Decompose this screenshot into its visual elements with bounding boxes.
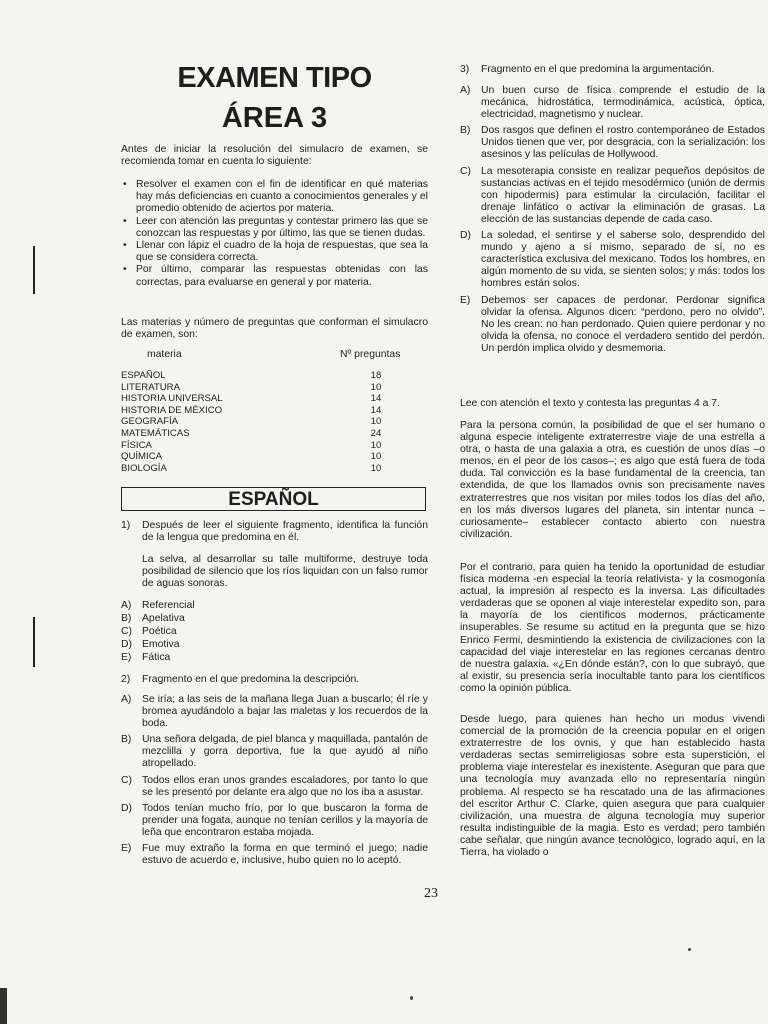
question-1-options xyxy=(121,600,428,664)
question-number: 2) xyxy=(121,674,131,685)
list-item-text: Resolver el examen con el fin de identificar en qué materias hay más deficiencias en cuanto a conocimientos generales y el promedio obtenido de aciertos por materia. xyxy=(136,179,428,215)
table-row xyxy=(121,382,428,394)
option-c[interactable] xyxy=(121,775,428,799)
option-text: Se iría; a las seis de la mañana llega Juan a buscarlo; él ríe y bromea ayudándolo a bajar las maletas y los recuerdos de la boda. xyxy=(142,694,428,730)
option-text: Un buen curso de física comprende el estudio de la mecánica, hidrostática, termodinámica, acústica, óptica, electricidad, magnetismo y nuclear. xyxy=(481,85,765,121)
scan-speck xyxy=(410,996,413,1000)
subject-name: MATEMÁTICAS xyxy=(121,427,190,439)
option-text: Una señora delgada, de piel blanca y maquillada, pantalón de mezclilla y gorra deportiva, fue la que ayudó al niño atropellado. xyxy=(142,734,428,770)
option-letter: E) xyxy=(121,651,132,663)
option-e[interactable] xyxy=(121,652,428,665)
page-number: 23 xyxy=(424,886,438,901)
scan-edge-mark xyxy=(0,988,7,1024)
list-item xyxy=(121,179,428,216)
subject-name: GEOGRAFÍA xyxy=(121,416,179,428)
list-item xyxy=(121,240,428,264)
binding-mark xyxy=(33,617,35,667)
question-count: 10 xyxy=(370,439,382,451)
column-header-materia: materia xyxy=(147,349,182,360)
question-3-options xyxy=(460,85,765,355)
subject-name: ESPAÑOL xyxy=(121,370,166,381)
question-count: 14 xyxy=(370,393,382,405)
intro-text: Antes de iniciar la resolución del simulacro de examen, se recomienda tomar en cuenta lo siguiente: xyxy=(121,144,428,168)
table-row xyxy=(121,405,428,417)
reading-paragraph-3: Desde luego, para quienes han hecho un modus vivendi comercial de la promoción de la creencia popular en el origen extraterrestre de los ovnis, y que han establecido hasta verdaderas sectas semirreligiosas sobre esta superstición, el problema viaje interestelar es inexistente. Aseguran que para que una tecnología muy avanzada ello no representaría ningún problema. Al respecto se ha rescatado una de las afirmaciones del escritor Arthur C. Clarke, quien asegura que para cualquier civilización, una muestra de alguna tecnología muy superior resulta indistinguible de la magia. Esto es verdad; pero también cabe señalar, que ningún avance tecnológico, logrado aquí, en la Tierra, ha violado o xyxy=(460,714,765,859)
question-count: 18 xyxy=(370,370,382,381)
question-2 xyxy=(121,674,428,686)
option-letter: D) xyxy=(460,230,471,242)
subject-name: FÍSICA xyxy=(121,439,152,451)
option-d[interactable] xyxy=(460,230,765,290)
question-number: 1) xyxy=(121,520,131,531)
table-row xyxy=(121,416,428,428)
question-count: 24 xyxy=(370,427,382,439)
list-item-text: Llenar con lápiz el cuadro de la hoja de respuestas, que sea la que se considera correcta. xyxy=(136,240,428,264)
subject-name: QUÍMICA xyxy=(121,451,163,463)
column-header-preguntas: Nº preguntas xyxy=(340,349,401,360)
option-b[interactable] xyxy=(460,125,765,161)
option-text: Fática xyxy=(142,651,171,663)
question-3 xyxy=(460,64,765,76)
option-c[interactable] xyxy=(121,626,428,639)
option-letter: C) xyxy=(460,165,471,177)
binding-mark xyxy=(33,246,35,294)
exam-title: EXAMEN TIPO xyxy=(177,62,372,94)
option-text: Poética xyxy=(142,625,177,637)
reading-instruction: Lee con atención el texto y contesta las preguntas 4 a 7. xyxy=(460,398,720,409)
list-item-text: Por último, comparar las respuestas obtenidas con las correctas, para evaluarse en general y por materia. xyxy=(136,264,428,288)
option-letter: D) xyxy=(121,802,132,814)
option-a[interactable] xyxy=(460,85,765,121)
option-letter: C) xyxy=(121,774,132,786)
option-e[interactable] xyxy=(460,295,765,355)
table-row xyxy=(121,463,428,475)
area-title: ÁREA 3 xyxy=(221,102,328,134)
subject-name: LITERATURA xyxy=(121,381,180,393)
option-letter: E) xyxy=(460,294,471,306)
bullet-mark: • xyxy=(123,240,127,252)
question-1-fragment: La selva, al desarrollar su talle multiforme, destruye toda posibilidad de silencio que los ríos liquidan con un falso rumor de aguas sonoras. xyxy=(142,554,428,590)
option-letter: D) xyxy=(121,638,132,650)
option-letter: A) xyxy=(460,85,471,96)
option-b[interactable] xyxy=(121,613,428,626)
question-text: Fragmento en el que predomina la descripción. xyxy=(142,674,360,685)
list-item xyxy=(121,264,428,288)
option-a[interactable] xyxy=(121,600,428,613)
reading-paragraph-2: Por el contrario, para quien ha tenido la oportunidad de estudiar física moderna -en especial la teoría relativista- y la cosmogonía actual, la impresión al respecto es la inversa. Las dificultades verdaderas que se oponen al viaje interestelar expedito son, para la mayoría de los científicos modernos, prácticamente insuperables. Se resume su actitud en la pregunta que se hizo Enrico Fermi, desmintiendo la existencia de civilizaciones con la capacidad del viaje interestelar en las regiones cercanas dentro de nuestra galaxia. «¿En dónde están?, con lo que subrayó, que al existir, su presencia sería inocultable tanto para los científicos como la opinión pública. xyxy=(460,562,765,694)
list-item xyxy=(121,216,428,240)
question-number: 3) xyxy=(460,64,470,75)
option-text: La mesoterapia consiste en realizar pequeños depósitos de sustancias activas en el tejido mesodérmico (unión de dermis con hipodermis) para estimular la circulación, facilitar el drenaje linfático o activar la eliminación de grasas. La elección de las sustancias depende de cada caso. xyxy=(481,165,765,225)
bullet-mark: • xyxy=(123,215,127,227)
option-letter: B) xyxy=(121,734,132,746)
table-row xyxy=(121,440,428,452)
option-text: Todos ellos eran unos grandes escaladores, por tanto lo que se les presentó por delante era algo que no los iba a asustar. xyxy=(142,774,428,798)
option-letter: A) xyxy=(121,694,132,705)
option-letter: C) xyxy=(121,625,132,637)
question-1 xyxy=(121,520,428,544)
recommendations-list xyxy=(121,179,428,289)
option-text: La soledad, el sentirse y el saberse solo, desprendido del mundo y ajeno a sí mismo, separado de sí, no es característica exclusiva del mexicano. Todos los hombres, en algún momento de su vida, se sienten solos; y más: todos los hombres están solos. xyxy=(481,230,765,290)
option-text: Apelativa xyxy=(142,612,185,624)
question-count: 10 xyxy=(370,416,382,428)
question-count: 10 xyxy=(370,462,382,474)
table-row xyxy=(121,451,428,463)
option-letter: B) xyxy=(460,125,471,137)
list-item-text: Leer con atención las preguntas y contestar primero las que se conozcan las respuestas y por último, las que se tienen dudas. xyxy=(136,215,428,239)
question-2-options xyxy=(121,694,428,867)
option-letter: B) xyxy=(121,612,132,624)
scan-speck xyxy=(688,948,691,951)
option-b[interactable] xyxy=(121,734,428,770)
subjects-table xyxy=(121,370,428,474)
materias-intro: Las materias y número de preguntas que conforman el simulacro de examen, son: xyxy=(121,317,428,341)
option-letter: E) xyxy=(121,843,132,855)
subject-name: HISTORIA UNIVERSAL xyxy=(121,393,223,405)
option-d[interactable] xyxy=(121,639,428,652)
option-e[interactable] xyxy=(121,843,428,867)
option-c[interactable] xyxy=(460,166,765,226)
section-heading-espanol: ESPAÑOL xyxy=(121,487,426,511)
option-text: Referencial xyxy=(142,600,195,611)
question-count: 10 xyxy=(370,451,382,463)
option-d[interactable] xyxy=(121,803,428,839)
option-text: Debemos ser capaces de perdonar. Perdonar significa olvidar la ofensa. Algunos dicen: “perdono, pero no olvido”. No les crean: no han perdonado. Quien quiere perdonar y no olvida la ofensa, no conoce el verdadero sentido del perdón. Un perdón implica olvido y desmemoria. xyxy=(481,294,765,354)
option-text: Fue muy extraño la forma en que terminó el juego; nadie estuvo de acuerdo e, inclusive, hubo quien no lo aceptó. xyxy=(142,843,428,867)
question-text: Después de leer el siguiente fragmento, identifica la función de la lengua que predomina en él. xyxy=(142,520,428,544)
option-letter: A) xyxy=(121,600,132,611)
table-row xyxy=(121,370,428,382)
subject-name: BIOLOGÍA xyxy=(121,462,167,474)
subject-name: HISTORIA DE MÉXICO xyxy=(121,404,223,416)
question-text: Fragmento en el que predomina la argumentación. xyxy=(481,64,715,75)
question-count: 14 xyxy=(370,404,382,416)
option-a[interactable] xyxy=(121,694,428,730)
table-row xyxy=(121,428,428,440)
bullet-mark: • xyxy=(123,179,127,190)
option-text: Dos rasgos que definen el rostro contemporáneo de Estados Unidos tienen que ver, por desgracia, con la serialización: los asesinos y las películas de Hollywood. xyxy=(481,125,765,161)
option-text: Todos tenían mucho frío, por lo que buscaron la forma de prender una fogata, aunque no tenían cerillos y la mayoría de leña que encontraron estaba mojada. xyxy=(142,802,428,838)
option-text: Emotiva xyxy=(142,638,180,650)
bullet-mark: • xyxy=(123,264,127,276)
table-row xyxy=(121,393,428,405)
question-count: 10 xyxy=(370,381,382,393)
reading-paragraph-1: Para la persona común, la posibilidad de que el ser humano o alguna especie inteligente extraterrestre viaje de una estrella a otra, o hasta de una galaxia a otra, es cuestión de unos días –o menos, en el peor de los casos–; es algo que está fuera de toda duda. Tal convicción es la base fundamental de la creencia, tan extendida, de que los llamados ovnis son precisamente naves extraterrestres que nos visitan por miles todos los días del año, en los más diversos lugares del planeta, sin intentar nunca –curiosamente– establecer contacto abierto con nuestra civilización. xyxy=(460,420,765,540)
